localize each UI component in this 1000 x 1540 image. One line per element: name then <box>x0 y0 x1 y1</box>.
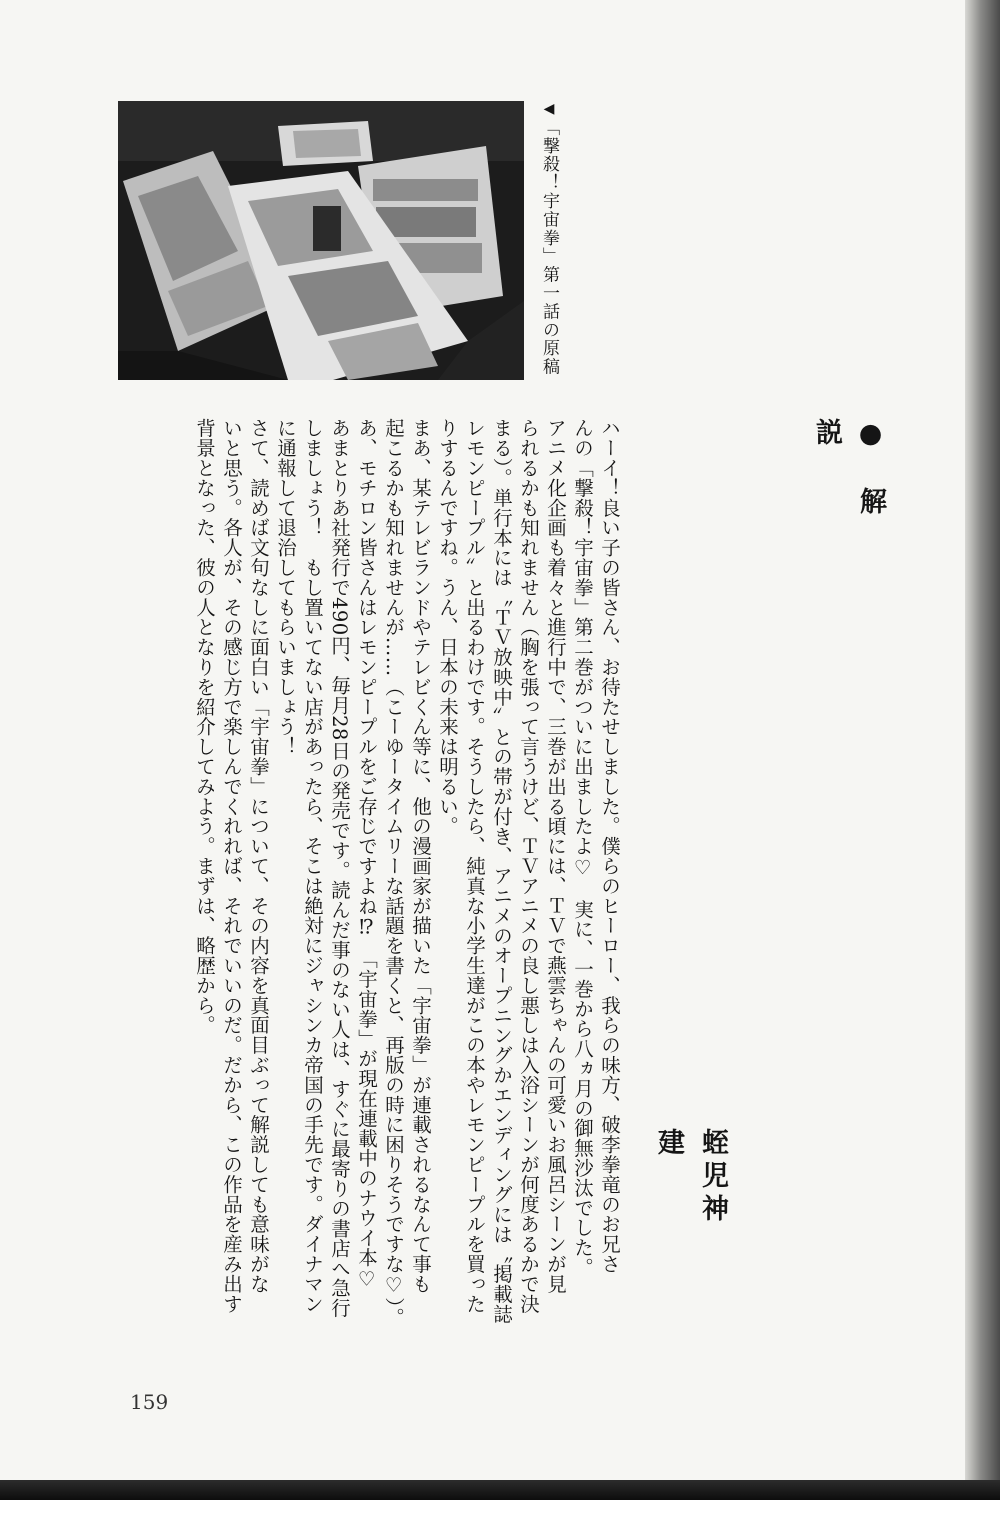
body-line: 起こるかも知れませんが……（こーゆータイムリーな話題を書くと、再版の時に困りそうですな♡）。 <box>382 418 405 1328</box>
scan-margin <box>0 1500 1000 1540</box>
manuscript-photo <box>118 101 524 380</box>
body-line: いと思う。各人が、その感じ方で楽しんでくれれば、それでいいのだ。だから、この作品を産み出す <box>220 418 243 1314</box>
scan-bottom-edge <box>0 1480 1000 1500</box>
body-line: に通報して退治してもらいましょう！ <box>274 418 297 757</box>
caption-text: 「撃殺！宇宙拳」第一話の原稿 <box>539 118 559 377</box>
page-number: 159 <box>130 1390 169 1414</box>
body-line: まる）。単行本には〝ＴＶ放映中〟との帯が付き、アニメのオープニングかエンディングには〝掲載誌 <box>490 418 513 1324</box>
body-line: んの「撃殺！宇宙拳」第二巻がついに出ましたよ♡ 実に、一巻から八ヵ月の御無沙汰でした。 <box>571 418 594 1278</box>
body-line: ハーイ！良い子の皆さん、お待たせしました。僕らのヒーロー、我らの味方、破李拳竜のお兄さ <box>598 418 621 1274</box>
manuscript-photo-drawing <box>118 101 524 380</box>
body-line: アニメ化企画も着々と進行中で、三巻が出る頃には、ＴＶで燕雲ちゃんの可愛いお風呂シーンが見 <box>544 418 567 1294</box>
body-line: まあ、某テレビランドやテレビくん等に、他の漫画家が描いた「宇宙拳」が連載されるなんて事も <box>409 418 432 1294</box>
body-line: あ、モチロン皆さんはレモンピープルをご存じですよね⁉ 「宇宙拳」が現在連載中のナウイ本♡ <box>355 418 378 1291</box>
section-heading: ●解説 <box>811 418 886 552</box>
page-edge-shadow <box>965 0 1000 1480</box>
photo-caption <box>532 101 566 391</box>
caption-marker: ◀ <box>541 101 557 119</box>
body-line: 背景となった、彼の人となりを紹介してみよう。まずは、略歴から。 <box>193 418 216 1035</box>
body-line: りするんですね。うん、日本の未来は明るい。 <box>436 418 459 836</box>
body-line: られるかも知れません（胸を張って言うけど、ＴＶアニメの良し悪しは入浴シーンが何度あるかで決 <box>517 418 540 1314</box>
author-name: 蛭児神 建 <box>653 1128 728 1260</box>
commentary-body <box>108 418 623 1368</box>
body-line: さて、読めば文句なしに面白い「宇宙拳」について、その内容を真面目ぶって解説しても意味がな <box>247 418 270 1294</box>
body-line: レモンピープル〟と出るわけです。そうしたら、純真な小学生達がこの本やレモンピープルを買った <box>463 418 486 1314</box>
body-line: あまとりあ社発行で490円、毎月28日の発売です。読んだ事のない人は、すぐに最寄りの書店へ急行 <box>328 418 351 1318</box>
body-line: しましょう！ もし置いてない店があったら、そこは絶対にジャシンカ帝国の手先です。ダイナマン <box>301 418 324 1314</box>
